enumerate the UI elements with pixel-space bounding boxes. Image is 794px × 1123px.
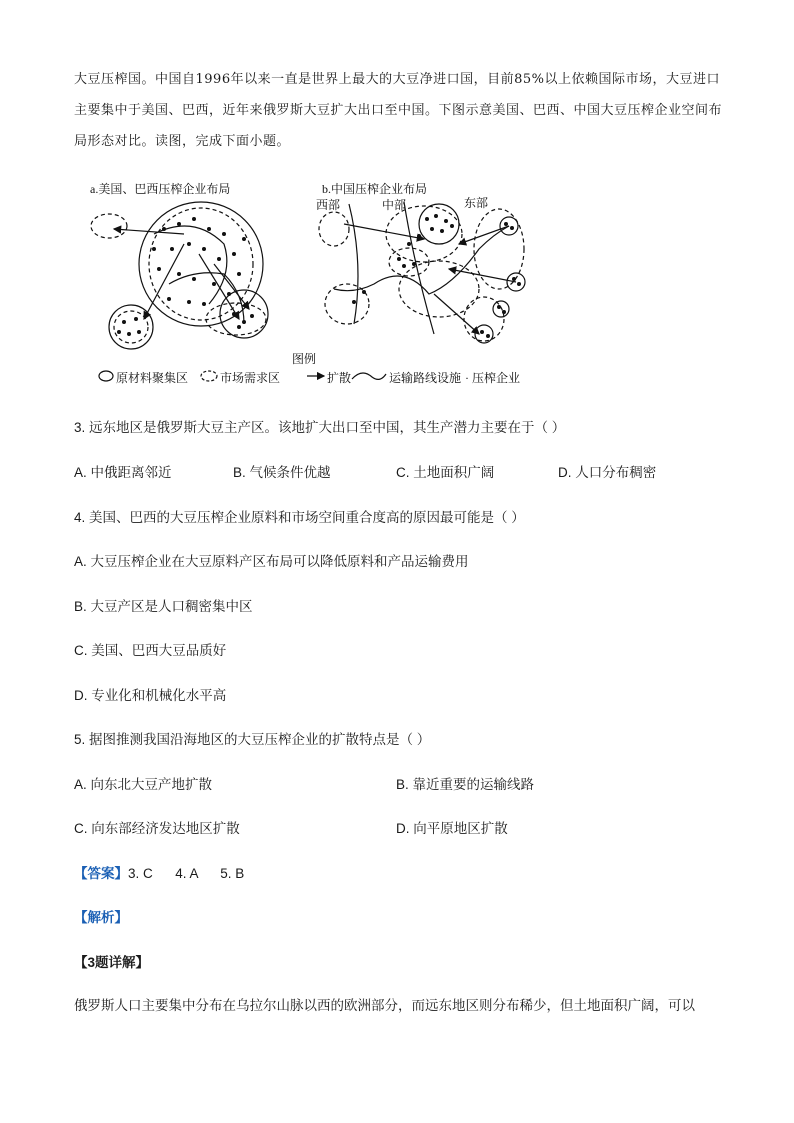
question-4-option-b[interactable]: B. 大豆产区是人口稠密集中区 bbox=[74, 599, 253, 614]
question-3-option-d[interactable]: D. 人口分布稠密 bbox=[558, 465, 657, 480]
answer-values: 3. C 4. A 5. B bbox=[128, 866, 245, 881]
question-3-stem: 3. 远东地区是俄罗斯大豆主产区。该地扩大出口至中国，其生产潜力主要在于（ ） bbox=[74, 420, 566, 435]
analysis-title: 【解析】 bbox=[74, 910, 128, 925]
layout-figure bbox=[84, 174, 554, 392]
legend-raw-material: 原材料聚集区 bbox=[116, 371, 189, 385]
question-4-option-d[interactable]: D. 专业化和机械化水平高 bbox=[74, 688, 227, 703]
question-4-stem: 4. 美国、巴西的大豆压榨企业原料和市场空间重合度高的原因最可能是（ ） bbox=[74, 510, 525, 525]
legend-title: 图例 bbox=[292, 352, 317, 366]
answer-tag: 【答案】 bbox=[74, 866, 128, 881]
region-central-label: 中部 bbox=[382, 198, 407, 212]
panel-a-title: a.美国、巴西压榨企业布局 bbox=[90, 182, 231, 196]
legend-diffusion: 扩散 bbox=[327, 371, 352, 385]
question-4-option-c[interactable]: C. 美国、巴西大豆品质好 bbox=[74, 643, 227, 658]
region-west-label: 西部 bbox=[316, 198, 341, 212]
panel-b-title: b.中国压榨企业布局 bbox=[322, 182, 428, 196]
question-5-option-d[interactable]: D. 向平原地区扩散 bbox=[396, 821, 508, 836]
question-3-option-c[interactable]: C. 土地面积广阔 bbox=[396, 465, 495, 480]
question-4-option-a[interactable]: A. 大豆压榨企业在大豆原料产区布局可以降低原料和产品运输费用 bbox=[74, 554, 469, 569]
question-5-stem: 5. 据图推测我国沿海地区的大豆压榨企业的扩散特点是（ ） bbox=[74, 732, 431, 747]
region-east-label: 东部 bbox=[464, 196, 489, 210]
analysis-text: 俄罗斯人口主要集中分布在乌拉尔山脉以西的欧洲部分，而远东地区则分布稀少，但土地面积广阔，可以 bbox=[74, 998, 695, 1013]
question-5-option-a[interactable]: A. 向东北大豆产地扩散 bbox=[74, 777, 213, 792]
question-3-option-b[interactable]: B. 气候条件优越 bbox=[233, 465, 331, 480]
question-5-option-c[interactable]: C. 向东部经济发达地区扩散 bbox=[74, 821, 240, 836]
intro-paragraph: 大豆压榨国。中国自1996年以来一直是世界上最大的大豆净进口国，目前85%以上依赖国际市场，大豆进口主要集中于美国、巴西，近年来俄罗斯大豆扩大出口至中国。下图示意美国、巴西、中国大豆压榨企业空间布局形态对比。读图，完成下面小题。 bbox=[74, 72, 723, 149]
legend-transport: 运输路线设施 bbox=[389, 371, 462, 385]
answer-line bbox=[74, 862, 244, 882]
question-3-option-a[interactable]: A. 中俄距离邻近 bbox=[74, 465, 172, 480]
panel-b-diagram bbox=[319, 202, 525, 343]
question-5-option-b[interactable]: B. 靠近重要的运输线路 bbox=[396, 777, 535, 792]
panel-b-factories bbox=[352, 214, 521, 338]
legend-market: 市场需求区 bbox=[220, 371, 281, 385]
analysis-subtitle: 【3题详解】 bbox=[74, 955, 150, 970]
legend-factory: · 压榨企业 bbox=[465, 371, 520, 385]
